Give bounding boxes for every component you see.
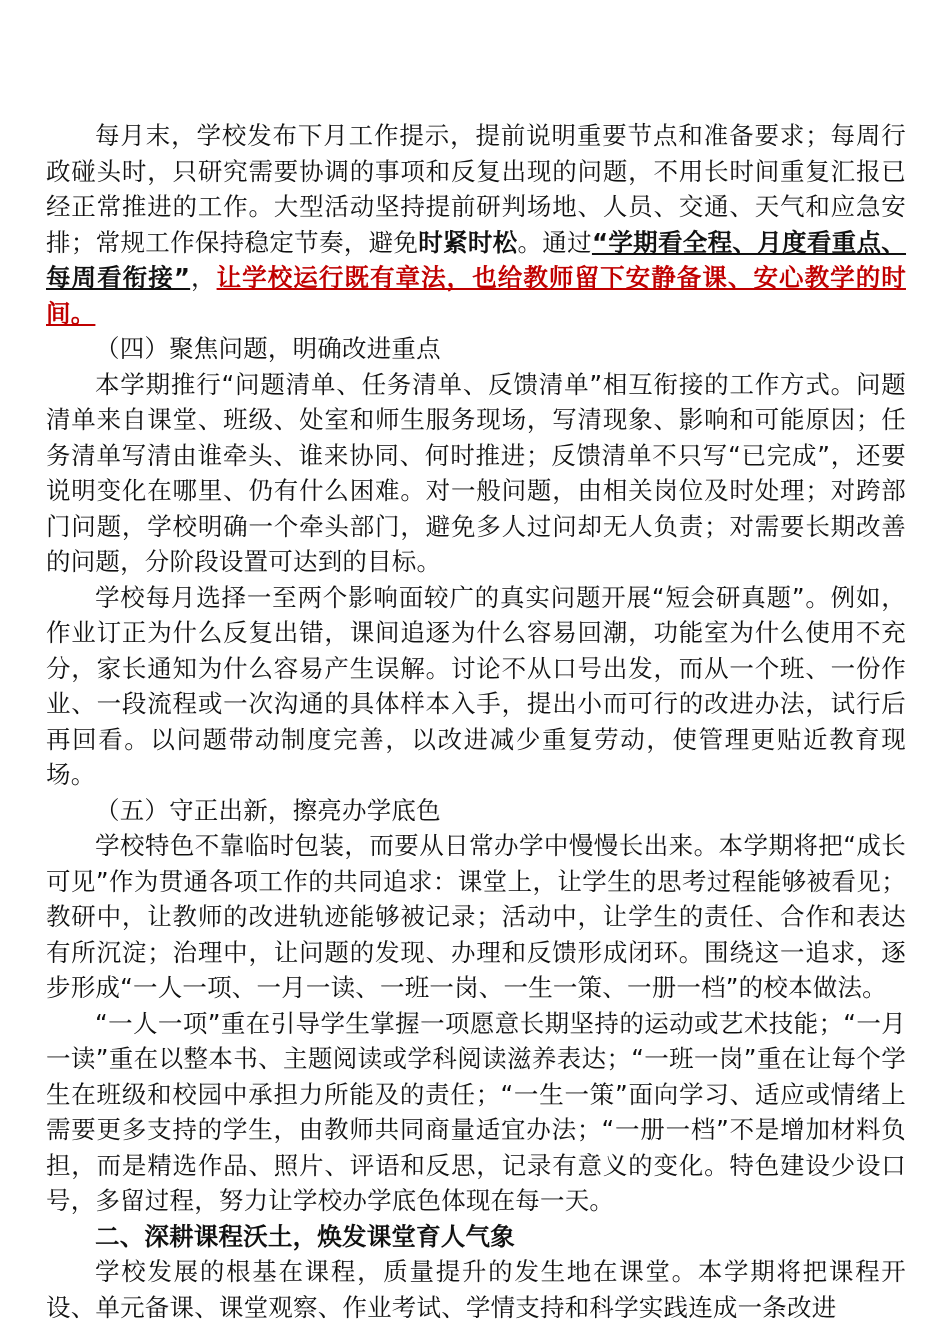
paragraph-text: 。通过 [517, 227, 592, 257]
paragraph-short-meetings: 学校每月选择一至两个影响面较广的真实问题开展“短会研真题”。例如，作业订正为什么反复出错，课间追逐为什么容易回潮，功能室为什么使用不充分，家长通知为什么容易产生误解。讨论不从口号出发，而从一个班、一份作业、一段流程或一次沟通的具体样本入手，提出小而可行的改进办法，试行后再回看。以问题带动制度完善，以改进减少重复劳动，使管理更贴近教育现场。 [46, 582, 906, 789]
document-body [46, 118, 906, 1325]
paragraph-school-features: 学校特色不靠临时包装，而要从日常办学中慢慢长出来。本学期将把“成长可见”作为贯通各项工作的共同追求：课堂上，让学生的思考过程能够被看见；教研中，让教师的改进轨迹能够被记录；活动中，让学生的责任、合作和表达有所沉淀；治理中，让问题的发现、办理和反馈形成闭环。围绕这一追求，逐步形成“一人一项、一月一读、一班一岗、一生一策、一册一档”的校本做法。 [46, 831, 906, 1002]
paragraph-text: 每月末，学校发布下月工作提示，提前说明重要节点和准备要求；每周行政碰头时，只研究需要协调的事项和反复出现的问题，不用长时间重复汇报已经正常推进的工作。大型活动坚持提前研判场地、人员、交通、天气和应急安排；常规工作保持稳定节奏，避免 [46, 121, 906, 257]
paragraph-issue-lists: 本学期推行“问题清单、任务清单、反馈清单”相互衔接的工作方式。问题清单来自课堂、班级、处室和师生服务现场，写清现象、影响和可能原因；任务清单写清由谁牵头、谁来协同、何时推进；反馈清单不只写“已完成”，还要说明变化在哪里、仍有什么困难。对一般问题，由相关岗位及时处理；对跨部门问题，学校明确一个牵头部门，避免多人过问却无人负责；对需要长期改善的问题，分阶段设置可达到的目标。 [46, 369, 906, 576]
chapter-heading-2: 二、深耕课程沃土，焕发课堂育人气象 [95, 1221, 515, 1251]
red-highlight-phrase: 让学校运行既有章法，也给教师留下安静备课、安心教学的时间。 [46, 263, 906, 328]
paragraph-five-ones: “一人一项”重在引导学生掌握一项愿意长期坚持的运动或艺术技能；“一月一读”重在以整本书、主题阅读或学科阅读滋养表达；“一班一岗”重在让每个学生在班级和校园中承担力所能及的责任；“一生一策”面向学习、适应或情绪上需要更多支持的学生，由教师共同商量适宜办法；“一册一档”不是增加材料负担，而是精选作品、照片、评语和反思，记录有意义的变化。特色建设少设口号，多留过程，努力让学校办学底色体现在每一天。 [46, 1008, 906, 1215]
paragraph-curriculum: 学校发展的根基在课程，质量提升的发生地在课堂。本学期将把课程开设、单元备课、课堂观察、作业考试、学情支持和科学实践连成一条改进 [46, 1257, 906, 1322]
paragraph-monthly-planning [46, 118, 906, 331]
bold-underlined-phrase: “学期看全程、月度看重点、每周看衔接” [46, 227, 907, 292]
paragraph-text: ， [190, 263, 217, 292]
section-heading-5: （五）守正出新，擦亮办学底色 [95, 795, 441, 825]
section-heading-4: （四）聚焦问题，明确改进重点 [95, 334, 441, 363]
bold-phrase: 时紧时松 [418, 227, 518, 257]
